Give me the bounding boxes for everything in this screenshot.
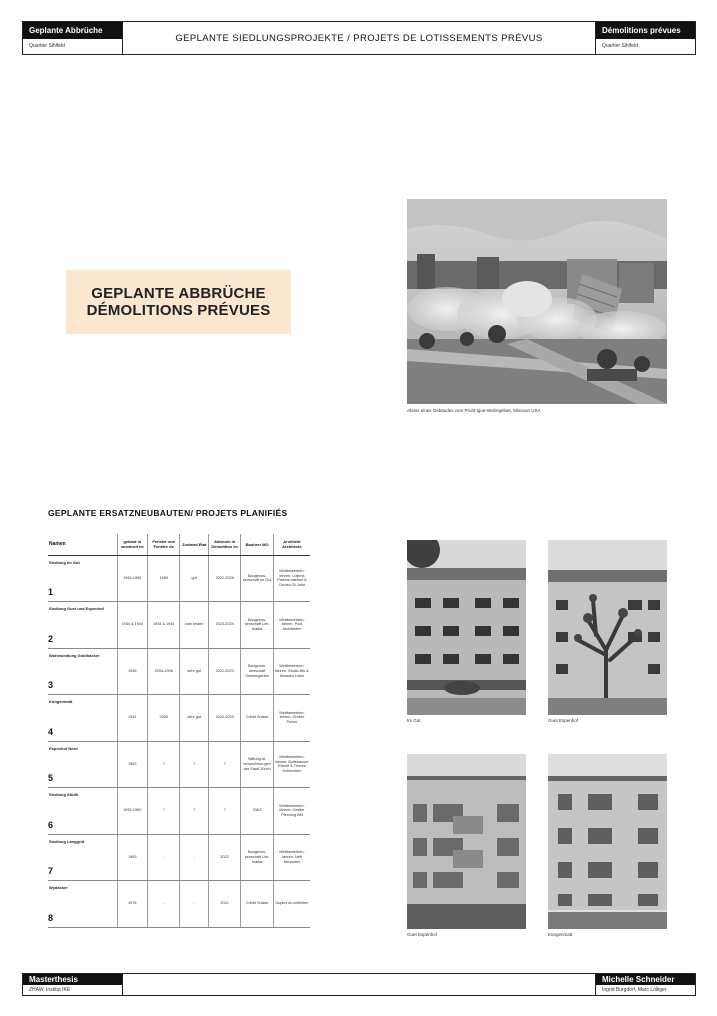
cell-window: - [148,881,180,928]
footer-left-subtitle: ZHAW, Institut IKE [29,987,71,993]
cell-name [48,602,117,649]
photo-caption-3: Guet Espenhof [407,932,438,937]
cell-architect: Wettbewerben-fahren: Graber Pulver [273,695,310,742]
col-header-built: gebaut in construit en [117,534,147,555]
footer-left-title: Masterthesis [23,974,122,985]
cell-state: - [180,881,208,928]
cell-name [48,555,117,602]
cell-state: - [180,834,208,881]
cell-client: Crédit Suisse [241,881,273,928]
footer-right-subtitle: Ingrid Burgdorf, Marc Lölliger [602,987,667,993]
cell-client: GWZ [241,788,273,835]
cell-window: ? [148,788,180,835]
project-number: 3 [48,680,54,691]
photo-caption-1: Im Gut [407,718,421,723]
header-left-subtitle: Quartier Sihlfeld [29,43,65,49]
page-header [22,21,696,55]
table-row [48,788,310,835]
main-photo-caption: Abriss eines Gebäudes vom Pruitt-Igoe-Wohngebiet, Missouri USA [407,408,541,413]
page-footer [22,973,696,996]
table-row [48,881,310,928]
cell-window: 1989 [148,555,180,602]
cell-state: gut [180,555,208,602]
footer-left-block [23,974,123,995]
photo-im-gut [407,540,526,715]
project-name: Siedlung Guet und Espenhof [49,606,104,611]
cell-window: 2005 [148,695,180,742]
col-header-client: Bauherr MO [241,534,273,555]
cell-client: Crédit Suisse [241,695,273,742]
footer-right-title: Michelle Schneider [596,974,695,985]
col-header-state: Zustand État [180,534,208,555]
header-left-block [23,22,123,54]
cell-built: 1932-1960 [117,788,147,835]
cell-demolition: 2022-2023 [208,648,240,695]
cell-demolition: 2021 [208,881,240,928]
project-number: 5 [48,773,54,784]
photo-caption-2: Guet Espenhof [548,718,579,723]
cell-state: sehr gut [180,648,208,695]
header-right-subtitle: Quartier Sihlfeld [602,43,638,49]
col-header-architect: Architekt Architecte [273,534,310,555]
project-name: Siedlung im Gut [49,559,80,565]
cell-window: 2004-2006 [148,648,180,695]
cell-state: sehr gut [180,695,208,742]
cell-state: ? [180,741,208,788]
cell-window: - [148,834,180,881]
cell-architect: Wettbewerben-fahren: Studio.Bik & Amadeo Linke [273,648,310,695]
cell-name [48,648,117,695]
table-row [48,834,310,881]
project-name: Küngenmatt [49,699,73,704]
cell-demolition: ? [208,741,240,788]
table-row [48,555,310,602]
cell-architect: Wettbewerben-fahren: Neff Neumann [273,834,310,881]
header-title: GEPLANTE SIEDLUNGSPROJEKTE / PROJETS DE LOTISSEMENTS PRÉVUS [175,32,543,44]
col-header-demolition: Abbruch in Démolition en [208,534,240,555]
header-left-title: Geplante Abbrüche [23,22,122,39]
cell-demolition: 2022 [208,834,240,881]
cell-client: Stiftung Al-terswohnun-gen der Stadt Zürich [241,741,273,788]
main-title-line1: GEPLANTE ABBRÜCHE [91,285,266,302]
cell-demolition: 2023-2024 [208,602,240,649]
cell-name [48,695,117,742]
cell-built: 1945-1955 [117,555,147,602]
cell-built: 1948 [117,648,147,695]
project-name: Siedlung Langgrüt [49,838,85,844]
table-row [48,695,310,742]
photo-guet-espenhof-1 [548,540,667,715]
demolition-photo [407,199,667,404]
cell-demolition: ? [208,788,240,835]
cell-built: 1941 [117,695,147,742]
project-number: 2 [48,633,54,644]
project-name: Espenhof Nord [49,745,78,751]
cell-client: Baugenos-senschaft Lim-mattal [241,602,273,649]
header-right-title: Démolitions prévues [596,22,695,39]
cell-name [48,881,117,928]
cell-name [48,788,117,835]
header-right-block [595,22,695,54]
cell-name [48,741,117,788]
main-title-box [66,270,291,334]
cell-window: 1934 & 1944 [148,602,180,649]
section-title: GEPLANTE ERSATZNEUBAUTEN/ PROJETS PLANIFIÉS [48,508,288,518]
cell-built: 1963 [117,834,147,881]
project-name: Wydäcker [49,885,68,890]
cell-state: ? [180,788,208,835]
cell-architect: Wettbewerben-fahren: Lütjens Padma-nabhan & Caruso-St-John [273,555,310,602]
cell-built: 1976 [117,881,147,928]
photo-guet-espenhof-2 [407,754,526,929]
photo-kuengenmatt [548,754,667,929]
photo-caption-4: Küngenmatt [548,932,573,937]
table-row [48,602,310,649]
cell-architect: Wettbewerben-fahren: Gesiter Pfenning BM [273,788,310,835]
cell-architect: Duplex Ar-chitekten [273,881,310,928]
project-number: 8 [48,912,54,923]
cell-name [48,834,117,881]
main-title-line2: DÉMOLITIONS PRÉVUES [86,302,271,319]
cell-demolition: 2024-2025 [208,695,240,742]
project-name: Siedlung Stüdli [49,792,79,797]
cell-state: zum testen [180,602,208,649]
project-number: 1 [48,587,54,598]
cell-demolition: 2022-2028 [208,555,240,602]
projects-table [48,534,310,928]
cell-built: 1963 [117,741,147,788]
cell-client: Baugenos-senschaft Sonnengarten [241,648,273,695]
project-name: Wohnsiedlung Goldhacker [49,652,100,658]
project-number: 4 [48,726,54,737]
cell-architect: Wettbewerben-fahren: Boltshauser Eberle & Theres Hollenstein [273,741,310,788]
cell-architect: Wettbewerben-fahren: Pool Architekten [273,602,310,649]
col-header-name: Namen [48,534,117,555]
table-header-row [48,534,310,555]
project-number: 7 [48,866,54,877]
project-number: 6 [48,819,54,830]
cell-client: Baugenos-senschaft Lim-mattal [241,834,273,881]
footer-right-block [595,974,695,995]
cell-window: ? [148,741,180,788]
col-header-window: Fenster von Fenêtre de [148,534,180,555]
table-row [48,648,310,695]
cell-client: Baugenos-senschaft im Gut [241,555,273,602]
cell-built: 1934 & 1944 [117,602,147,649]
table-row [48,741,310,788]
